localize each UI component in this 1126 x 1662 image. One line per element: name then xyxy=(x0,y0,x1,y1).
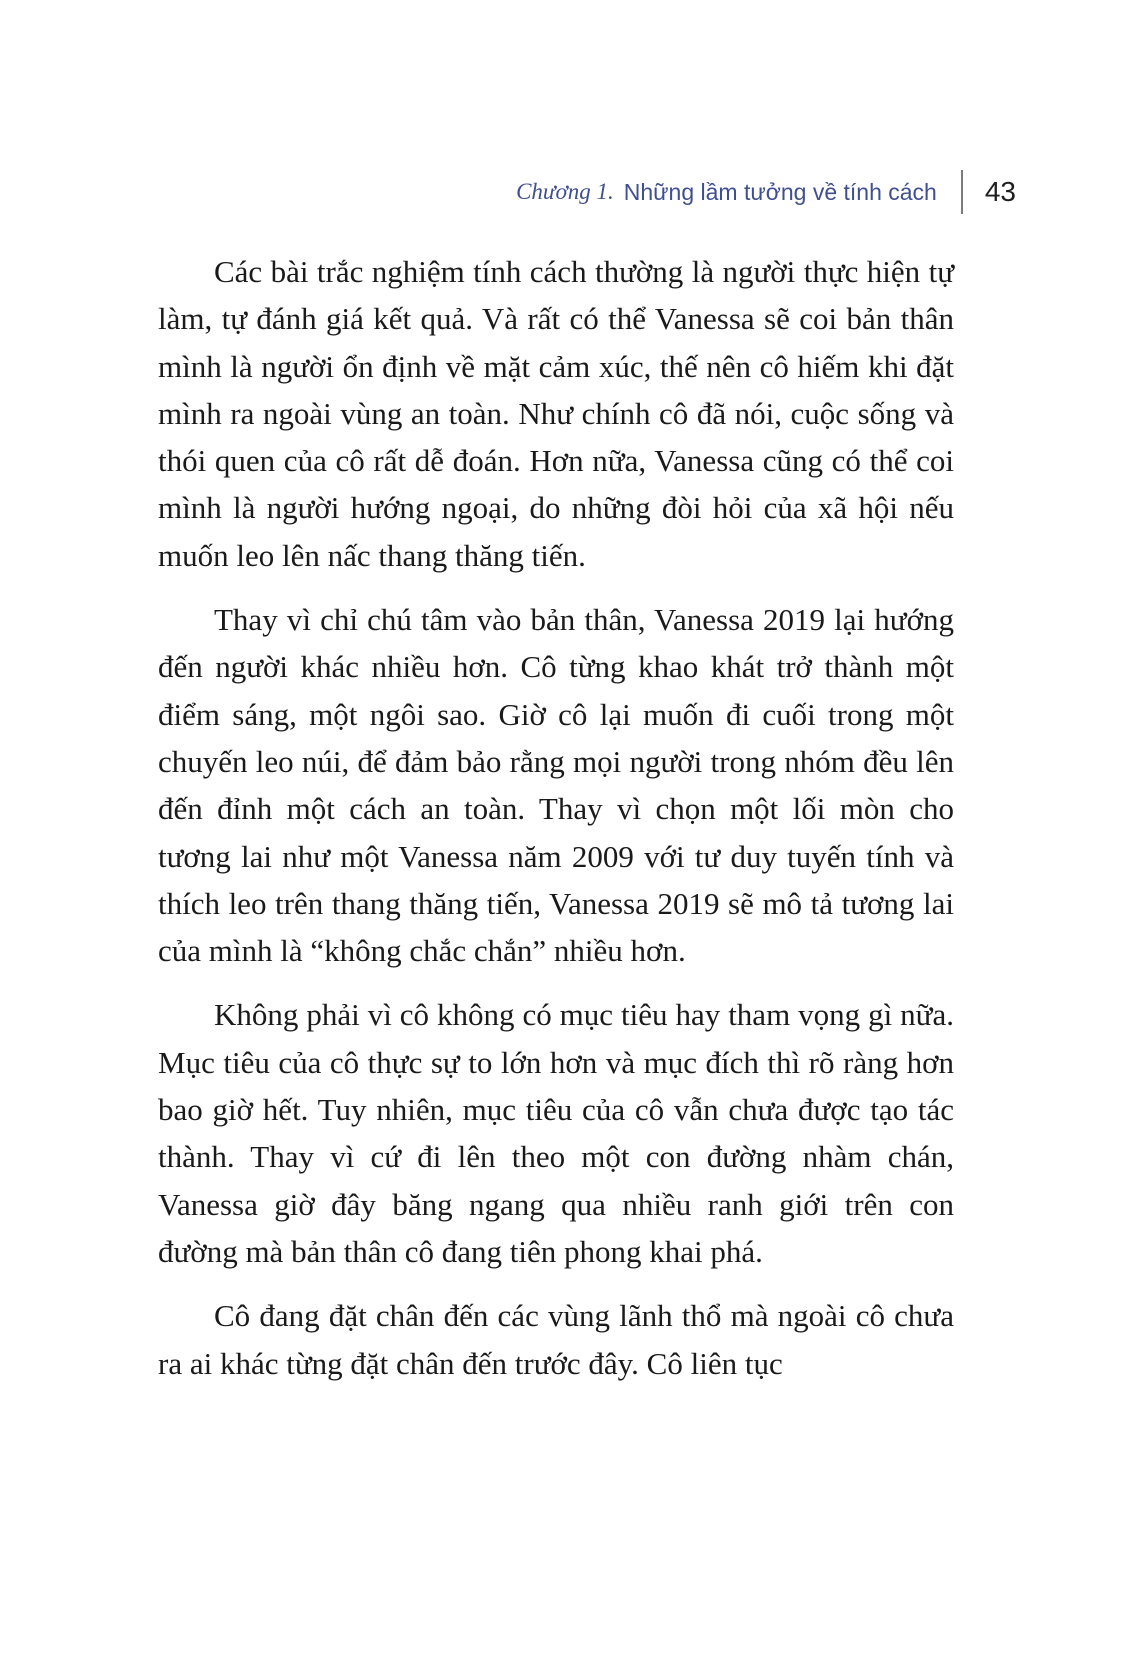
paragraph: Thay vì chỉ chú tâm vào bản thân, Vanessa 2019 lại hướng đến người khác nhiều hơn. Cô từng khao khát trở thành một điểm sáng, một ngôi sao. Giờ cô lại muốn đi cuối trong một chuyến leo núi, để đảm bảo rằng mọi người trong nhóm đều lên đến đỉnh một cách an toàn. Thay vì chọn một lối mòn cho tương lai như một Vanessa năm 2009 với tư duy tuyến tính và thích leo trên thang thăng tiến, Vanessa 2019 sẽ mô tả tương lai của mình là “không chắc chắn” nhiều hơn. xyxy=(158,602,954,969)
header-divider xyxy=(961,170,963,214)
running-header xyxy=(516,168,1016,216)
page-number: 43 xyxy=(984,176,1016,207)
paragraph: Các bài trắc nghiệm tính cách thường là người thực hiện tự làm, tự đánh giá kết quả. Và rất có thể Vanessa sẽ coi bản thân mình là người ổn định về mặt cảm xúc, thế nên cô hiếm khi đặt mình ra ngoài vùng an toàn. Như chính cô đã nói, cuộc sống và thói quen của cô rất dễ đoán. Hơn nữa, Vanessa cũng có thể coi mình là người hướng ngoại, do những đòi hỏi của xã hội nếu muốn leo lên nấc thang thăng tiến. xyxy=(158,254,954,573)
paragraph: Không phải vì cô không có mục tiêu hay tham vọng gì nữa. Mục tiêu của cô thực sự to lớn hơn và mục đích thì rõ ràng hơn bao giờ hết. Tuy nhiên, mục tiêu của cô vẫn chưa được tạo tác thành. Thay vì cứ đi lên theo một con đường nhàm chán, Vanessa giờ đây băng ngang qua nhiều ranh giới trên con đường mà bản thân cô đang tiên phong khai phá. xyxy=(158,997,954,1269)
body-text xyxy=(158,248,954,1404)
chapter-label: Chương 1. xyxy=(516,179,614,204)
paragraph: Cô đang đặt chân đến các vùng lãnh thổ mà ngoài cô chưa ra ai khác từng đặt chân đến trước đây. Cô liên tục xyxy=(158,1298,954,1381)
chapter-title: Những lầm tưởng về tính cách xyxy=(623,178,937,205)
